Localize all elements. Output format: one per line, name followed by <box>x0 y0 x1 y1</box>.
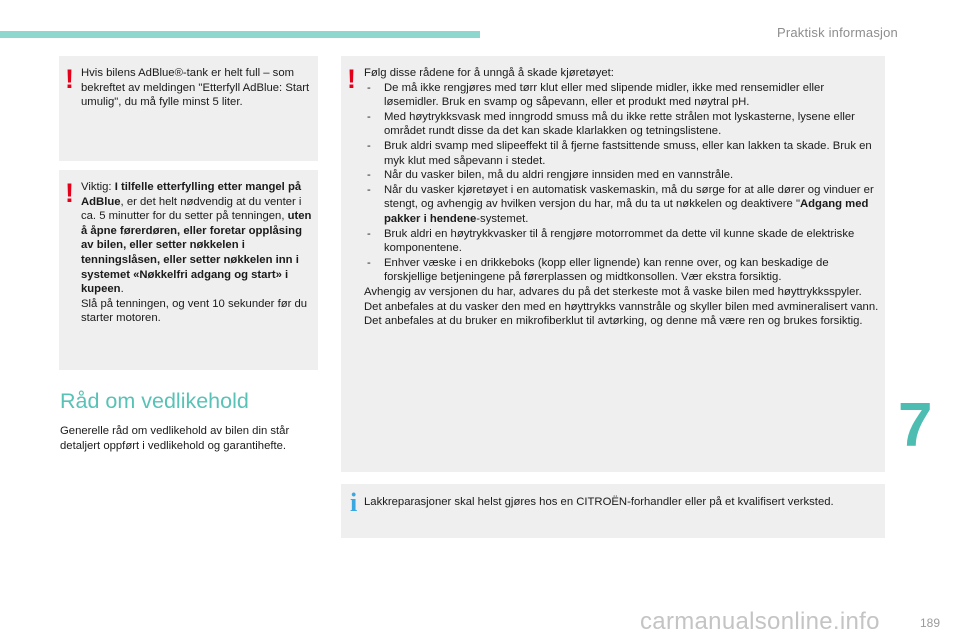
maintenance-heading: Råd om vedlikehold <box>60 389 249 413</box>
warning-box-adblue-full <box>59 56 318 161</box>
washing-paragraph: Det anbefales at du bruker en mikrofiberklut til avtørking, og denne må være ren og brukes forsiktig. <box>364 315 863 328</box>
list-item: - Bruk aldri en høytrykkvasker til å rengjøre motorrommet da dette vil kunne skade de elektriske komponentene. <box>364 227 879 256</box>
warning-icon: ! <box>65 64 74 94</box>
list-item: - De må ikke rengjøres med tørr klut eller med slipende midler, ikke med rensemidler eller løsemidler. Bruk en svamp og såpevann, eller et produkt med nøytral pH. <box>364 81 879 110</box>
list-item: - Med høytrykksvask med inngrodd smuss må du ikke rette strålen mot lyskasterne, lysene eller området rundt disse da det kan skade klarlakken og tetningslistene. <box>364 110 879 139</box>
chapter-number: 7 <box>898 391 933 460</box>
watermark: carmanualsonline.info <box>640 608 880 635</box>
info-box-paint <box>341 484 885 538</box>
warning-box-refill <box>59 170 318 370</box>
list-item: - Enhver væske i en drikkeboks (kopp eller lignende) kan renne over, og kan beskadige de forskjellige betjeningene på førerplassen og midtkonsollen. Vær ekstra forsiktig. <box>364 256 879 285</box>
warning-text: Viktig: I tilfelle etterfylling etter mangel på AdBlue, er det helt nødvendig at du venter i ca. 5 minutter for du setter på tenningen, uten å åpne førerdøren, eller foretar opplåsing av bilen, eller setter nøkkelen i tenningslåsen, eller setter nøkkelen inn i systemet «Nøkkelfri adgang og start» i kupeen. Slå på tenningen, og vent 10 sekunder før du starter motoren. <box>81 181 312 325</box>
washing-list <box>364 81 879 285</box>
list-item: - Når du vasker bilen, må du aldri rengjøre innsiden med en vannstråle. <box>364 168 879 183</box>
warning-box-washing <box>341 56 885 472</box>
warning-icon: ! <box>65 178 74 208</box>
list-item: - Når du vasker kjøretøyet i en automatisk vaskemaskin, må du sørge for at alle dører og vinduer er stengt, og avhengig av hvilken versjon du har, må du ta ut nøkkelen og deaktivere "Adgang med pakker i hendene-systemet. <box>364 183 879 227</box>
washing-intro: Følg disse rådene for å unngå å skade kjøretøyet: <box>364 67 614 79</box>
warning-icon: ! <box>347 64 356 94</box>
info-icon: i <box>350 488 358 517</box>
info-text: Lakkreparasjoner skal helst gjøres hos en CITROËN-forhandler eller på et kvalifisert verksted. <box>364 496 834 508</box>
warning-text: Hvis bilens AdBlue®-tank er helt full – som bekreftet av meldingen "Etterfyll AdBlue: Start umulig", du må fylle minst 5 liter. <box>81 67 310 109</box>
washing-paragraph: Avhengig av versjonen du har, advares du på det sterkeste mot å vaske bilen med høyttrykksspyler. Det anbefales at du vasker den med en høyttrykks vannstråle og skyller bilen med avmineralisert vann. <box>364 285 879 313</box>
washing-advice <box>364 66 879 329</box>
section-title: Praktisk informasjon <box>776 25 898 40</box>
list-item: - Bruk aldri svamp med slipeeffekt til å fjerne fastsittende smuss, eller kan lakken ta skade. Bruk en myk klut med såpevann i stedet. <box>364 139 879 168</box>
header-accent-bar <box>0 31 480 38</box>
page-number: 189 <box>919 616 940 630</box>
maintenance-paragraph: Generelle råd om vedlikehold av bilen din står detaljert oppført i vedlikehold og garantihefte. <box>60 425 290 452</box>
